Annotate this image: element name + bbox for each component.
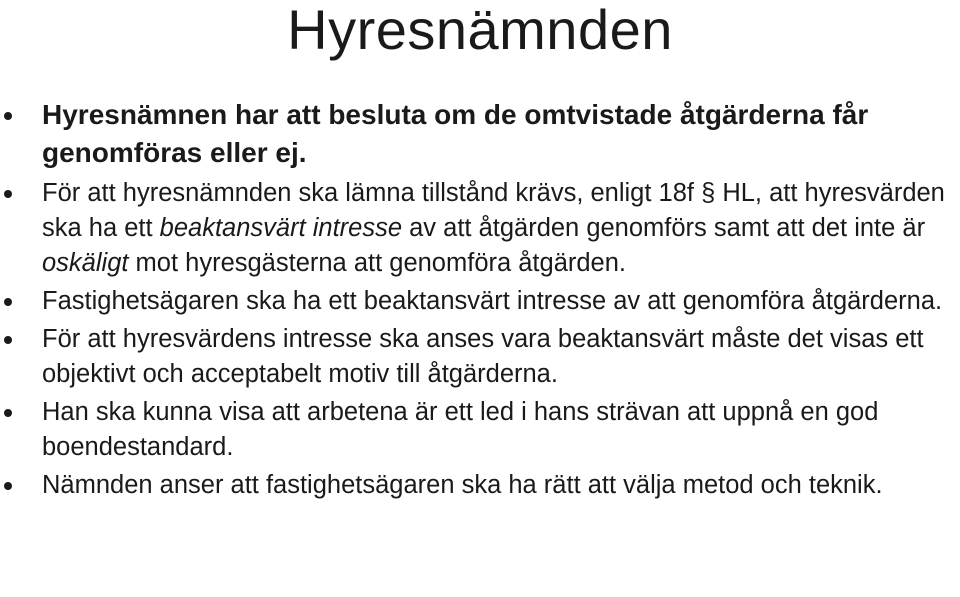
bullet-text: Han ska kunna visa att arbetena är ett led i hans strävan att uppnå en god boendestandard. bbox=[42, 398, 879, 461]
bullet-item bbox=[0, 468, 960, 503]
bullet-text: Nämnden anser att fastighetsägaren ska ha rätt att välja metod och teknik. bbox=[42, 471, 883, 499]
bullet-item bbox=[0, 322, 960, 392]
emphasis-text: beaktansvärt intresse bbox=[159, 214, 403, 242]
bullet-list bbox=[0, 96, 960, 506]
bullet-dot-icon bbox=[4, 190, 12, 198]
bullet-text: För att hyresvärdens intresse ska anses vara beaktansvärt måste det visas ett objektivt och acceptabelt motiv till åtgärderna. bbox=[42, 325, 924, 388]
bullet-text: mot hyresgästerna att genomföra åtgärden. bbox=[128, 249, 627, 277]
bullet-dot-icon bbox=[4, 409, 12, 417]
bullet-dot-icon bbox=[4, 336, 12, 344]
bullet-text: Fastighetsägaren ska ha ett beaktansvärt intresse av att genomföra åtgärderna. bbox=[42, 287, 943, 315]
bullet-item bbox=[0, 395, 960, 465]
bullet-item bbox=[0, 284, 960, 319]
emphasis-text: oskäligt bbox=[42, 249, 129, 277]
bullet-item bbox=[0, 96, 960, 172]
bullet-text: För att hyresnämnden ska lämna tillstånd krävs, enligt 18f § HL, att hyresvärden ska ha ett bbox=[42, 179, 945, 242]
bullet-text: av att åtgärden genomförs samt att det inte är bbox=[402, 214, 926, 242]
bullet-dot-icon bbox=[4, 298, 12, 306]
slide-title bbox=[0, 0, 960, 60]
bullet-text: Hyresnämnen har att besluta om de omtvistade åtgärderna får genomföras eller ej. bbox=[42, 99, 869, 168]
slide-title-text: Hyresnämnden bbox=[287, 0, 673, 61]
bullet-dot-icon bbox=[4, 482, 12, 490]
bullet-item bbox=[0, 176, 960, 281]
bullet-dot-icon bbox=[4, 112, 12, 120]
